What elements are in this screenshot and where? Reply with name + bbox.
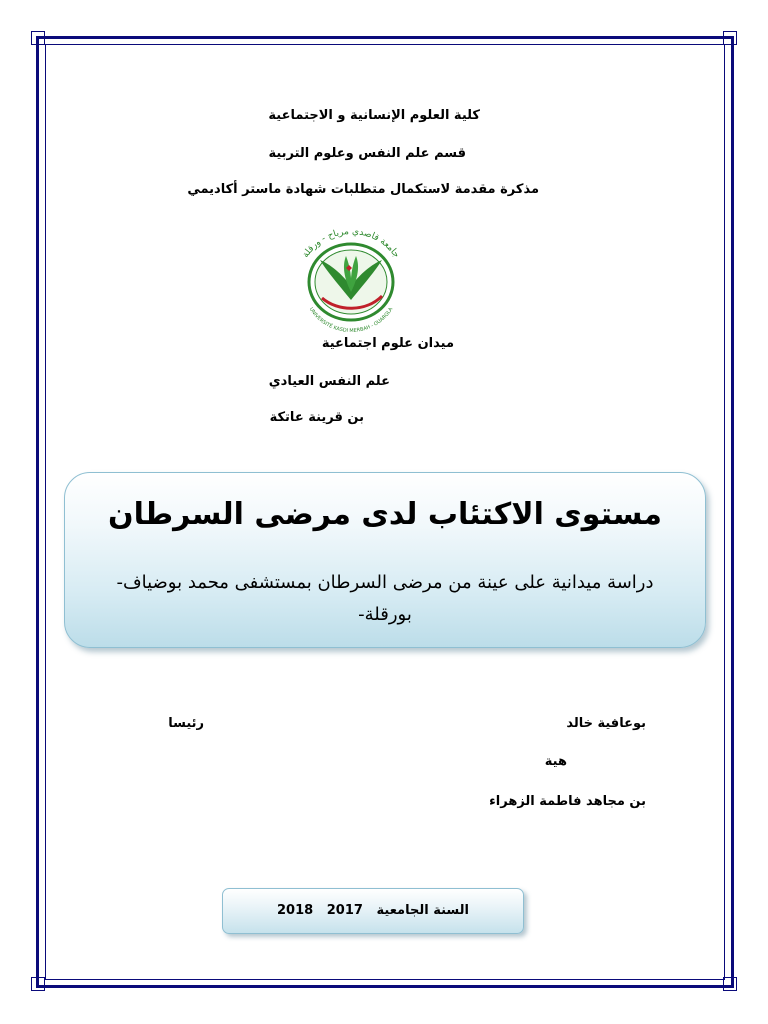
logo-arabic-text: جامعة قاصدي مرباح - ورقلة [300,226,402,260]
committee-word: هية [544,754,567,769]
academic-year-end: 2018 [277,903,314,918]
field-name: ميدان علوم اجتماعية [321,336,454,351]
specialty-name: علم النفس العيادي [268,374,390,389]
faculty-name: كلية العلوم الإنسانية و الاجتماعية [268,108,480,123]
university-logo [286,222,416,334]
subtitle-line-1: دراسة ميدانية على عينة من مرضى السرطان بمستشفى محمد بوضياف- [116,572,654,593]
thesis-subtitle [85,567,685,631]
thesis-note: مذكرة مقدمة لاستكمال متطلبات شهادة ماستر أكاديمي [187,182,539,197]
border-corner-top-left [31,31,45,45]
academic-year-label: السنة الجامعية [376,903,469,918]
student-name: بن قرينة عاتكة [269,410,364,425]
academic-year-box [222,888,524,934]
thesis-title-box [64,472,706,648]
subtitle-line-2: بورقلة- [358,604,412,625]
president-name: بوعافية خالد [566,716,646,731]
thesis-title: مستوى الاكتئاب لدى مرضى السرطان [108,497,662,532]
member-name: بن مجاهد فاطمة الزهراء [489,794,646,809]
border-corner-top-right [723,31,737,45]
president-role: رئيسا [168,716,204,731]
department-name: قسم علم النفس وعلوم التربية [268,146,466,161]
academic-year-start: 2017 [326,903,363,918]
border-corner-bottom-right [723,977,737,991]
border-corner-bottom-left [31,977,45,991]
logo-latin-text: UNIVERSITÉ KASDI MERBAH - OUARGLA [307,306,395,334]
